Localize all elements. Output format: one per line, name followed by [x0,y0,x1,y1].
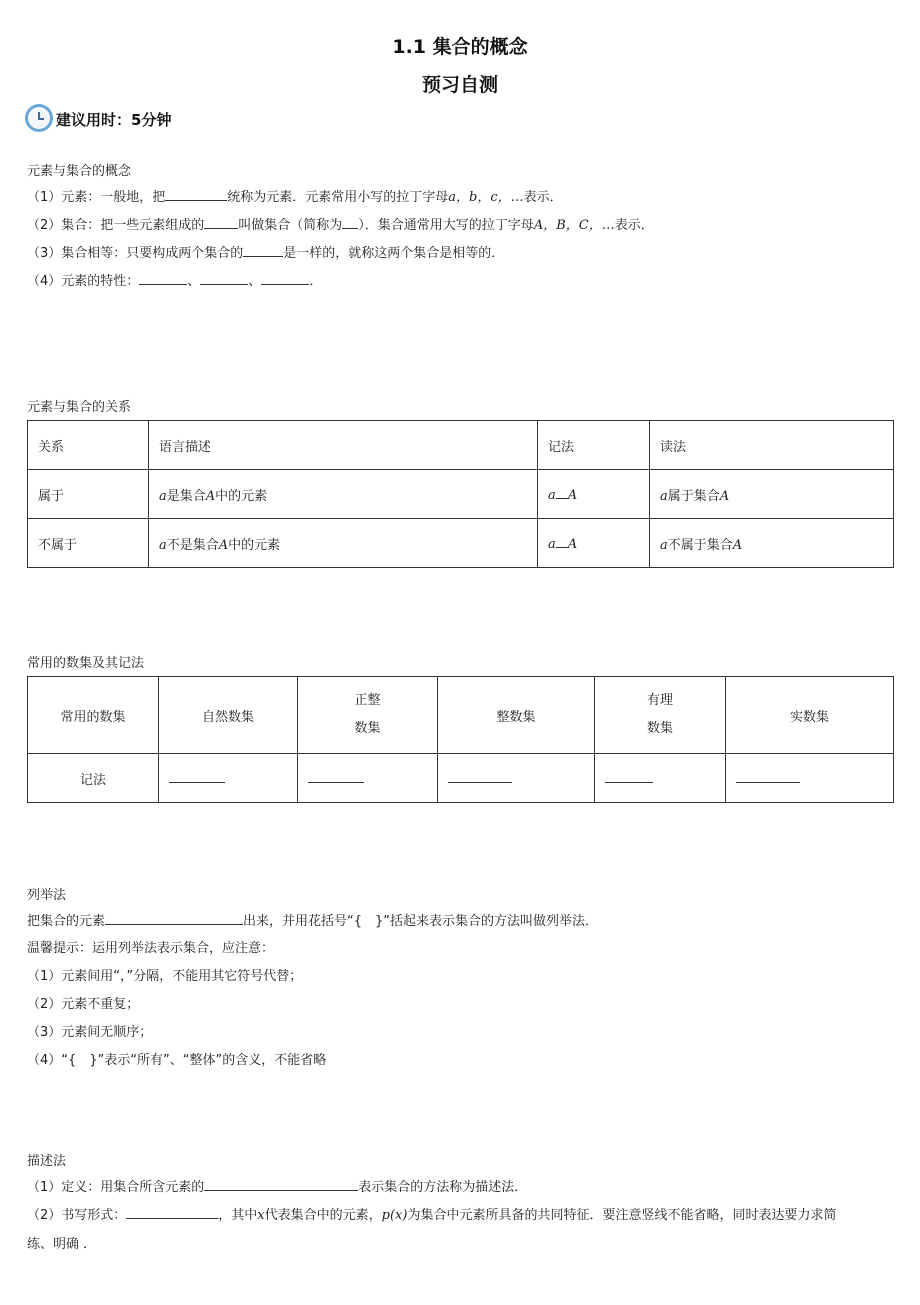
table-cell: a不属于集合A [650,519,894,568]
concept-line-2: （2）集合：把一些元素组成的 叫做集合（简称为 ）．集合通常用大写的拉丁字母A，B，C，…表示． [27,215,654,236]
description-line-1: （1）定义：用集合所含元素的 表示集合的方法称为描述法． [27,1177,527,1198]
table-header-cell: 有理 数集 [595,677,726,754]
table-header-cell: 关系 [28,421,149,470]
section-heading-concept: 元素与集合的概念 [27,164,132,179]
table-row [28,754,894,803]
page-title: 1.1 集合的概念 [392,36,528,58]
table-header-row [28,677,894,754]
table-cell [159,754,298,803]
table-cell [298,754,438,803]
concept-line-3: （3）集合相等：只要构成两个集合的 是一样的，就称这两个集合是相等的． [27,243,504,264]
description-line-3: 练、明确 ． [27,1237,97,1252]
clock-icon [25,104,53,132]
page-subtitle: 预习自测 [421,74,498,96]
table-cell [438,754,595,803]
section-heading-description: 描述法 [27,1154,67,1169]
table-header-cell: 记法 [538,421,650,470]
table-cell: 属于 [28,470,149,519]
table-header-cell: 正整 数集 [298,677,438,754]
enumeration-tip-2: （2）元素不重复； [27,997,140,1012]
table-cell: 不属于 [28,519,149,568]
enumeration-tip-1: （1）元素间用“，”分隔，不能用其它符号代替； [27,969,303,984]
table-cell: a是集合A中的元素 [149,470,538,519]
table-cell: a A [538,470,650,519]
table-row [28,519,894,568]
table-cell: 记法 [28,754,159,803]
table-cell: a属于集合A [650,470,894,519]
numsets-table [27,676,894,803]
table-header-cell: 整数集 [438,677,595,754]
table-row [28,470,894,519]
table-cell: a A [538,519,650,568]
table-header-cell: 语言描述 [149,421,538,470]
section-heading-relation: 元素与集合的关系 [27,400,132,415]
table-header-cell: 常用的数集 [28,677,159,754]
section-heading-numsets: 常用的数集及其记法 [27,656,145,671]
enumeration-tip-4: （4）“{ }”表示“所有”、“整体”的含义，不能省略 [27,1053,327,1068]
concept-line-1: （1）元素：一般地，把 统称为元素．元素常用小写的拉丁字母a，b，c，…表示． [27,187,563,208]
table-header-cell: 读法 [650,421,894,470]
table-header-cell: 自然数集 [159,677,298,754]
section-heading-enumeration: 列举法 [27,888,67,903]
table-cell [595,754,726,803]
table-cell [726,754,894,803]
table-cell: a不是集合A中的元素 [149,519,538,568]
table-header-row [28,421,894,470]
description-line-2: （2）书写形式： ，其中x代表集合中的元素，p(x)为集合中元素所具备的共同特征．要注意竖线不能省略，同时表达要力求简 [27,1205,893,1226]
relation-table [27,420,894,568]
enumeration-definition: 把集合的元素 出来，并用花括号“{ }”括起来表示集合的方法叫做列举法． [27,911,598,932]
suggested-time: 建议用时：5分钟 [56,111,172,129]
concept-line-4: （4）元素的特性： 、 、 ． [27,271,322,292]
table-header-cell: 实数集 [726,677,894,754]
enumeration-tip: 温馨提示：运用列举法表示集合，应注意： [27,941,275,956]
enumeration-tip-3: （3）元素间无顺序； [27,1025,153,1040]
